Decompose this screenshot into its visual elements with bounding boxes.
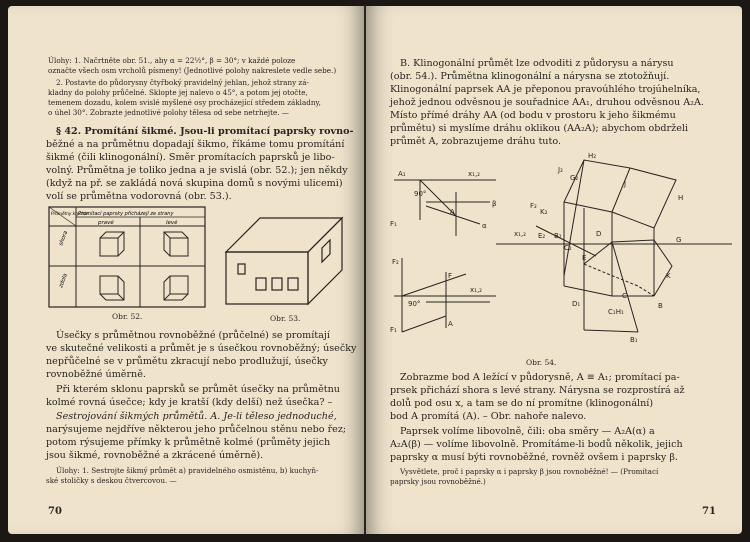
- diagram-label: J₂: [558, 166, 563, 174]
- diagram-label: K₂: [540, 208, 548, 216]
- exercise-line: o úhel 30°. Zobrazte jednotlivé polohy tělesa od sebe netrhejte. —: [48, 108, 289, 117]
- exercise-line: ské stoličky s deskou čtvercovou. —: [46, 476, 177, 485]
- diagram-label: α: [482, 222, 487, 230]
- body-line: B. Klinogonální průmět lze odvoditi z půdorysu a nárysu: [400, 58, 674, 69]
- table-header-left: Průmětny krychle: [51, 211, 88, 216]
- section-line: volný. Průmětna je tolikо jedna a je svislá (obr. 52.); jen někdy: [46, 165, 348, 176]
- diagram-label: K: [666, 272, 671, 280]
- body-line: jehož jednou odvěsnou je souřadnice AA₁, druhou odvěsnou A₂A.: [390, 97, 704, 108]
- diagram-label: J: [624, 180, 627, 188]
- diagram-label: D: [596, 230, 602, 238]
- figure-caption: Obr. 53.: [270, 314, 301, 323]
- section-line: § 42. Promítání šikmé. Jsou-li promítací paprsky rovno-: [56, 126, 354, 137]
- cube-icon: [100, 276, 124, 300]
- table-row-top: shora: [58, 230, 70, 247]
- diagram-label: F: [448, 272, 453, 280]
- body-line: Místo přímé dráhy AA (od bodu v prostoru k jeho šikmému: [390, 110, 676, 121]
- body-line: ve skutečné velikosti a průmět je s úsečkou rovnoběžný; úsečky: [46, 343, 357, 354]
- diagram-label: C₁H₁: [608, 308, 624, 316]
- body-line: kolmé rovná úsečce; kdy je kratší (kdy delší) než úsečka? –: [46, 397, 333, 408]
- note-line: paprsky jsou rovnoběžné.): [390, 477, 486, 486]
- body-line: A₂A(β) — volíme libovolně. Promítáme-li bodů několik, jejich: [390, 439, 683, 450]
- figure-54-diagram: [386, 146, 736, 356]
- diagram-label: 90°: [408, 300, 421, 308]
- left-page: [8, 6, 364, 534]
- exercise-line: označte všech osm vrcholů písmeny! (Jednotlivé polohy nakreslete vedle sebe.): [48, 66, 337, 75]
- diagram-label: C: [622, 292, 627, 300]
- figure-caption: Obr. 52.: [112, 312, 143, 321]
- body-line: Sestrojování šikmých průmětů. A. Je-li těleso jednoduché,: [56, 411, 337, 422]
- body-line: narýsujeme nejdříve některou jeho průčelnou stěnu nebo řez;: [46, 424, 347, 435]
- section-line: běžné a na průmětnu dopadají šikmo, říkáme tomu promítání: [46, 139, 345, 150]
- diagram-label: B₁: [630, 336, 638, 344]
- figure-53-house: [222, 212, 346, 310]
- exercise-line: Úlohy: 1. Načrtněte obr. 51., aby α = 22½°, β = 30°; v každé poloze: [48, 56, 296, 65]
- body-line: Úsečky s průmětnou rovnoběžné (průčelné) se promítají: [56, 330, 330, 341]
- body-line: Zobrazme bod A ležící v půdorysně, A ≡ A₁; promítací pa-: [400, 372, 680, 383]
- body-line: bod A promítá (A). – Obr. nahoře nalevo.: [390, 411, 587, 422]
- figure-52-table: [48, 206, 206, 308]
- body-line: (obr. 54.). Průmětna klinogonální a nárysna se ztotožňují.: [390, 71, 670, 82]
- diagram-label: H: [678, 194, 684, 202]
- diagram-label: C₂: [564, 244, 572, 252]
- body-line: Při kterém sklonu paprsků se průmět úsečky na průmětnu: [56, 384, 340, 395]
- page-number: 70: [48, 506, 62, 517]
- body-line: dolů pod osu x, a tam se do ní promítne (klinogonální): [390, 398, 654, 409]
- figure-caption: Obr. 54.: [526, 358, 557, 367]
- note-line: Vysvětlete, proč i paprsky α i paprsky β jsou rovnoběžné! — (Promítací: [400, 467, 659, 476]
- diagram-label: 90°: [414, 190, 427, 198]
- table-col-right: pravé: [98, 220, 114, 226]
- section-line: volí se průmětna vodorovná (obr. 53.).: [46, 191, 232, 202]
- diagram-label: F₁: [390, 220, 397, 228]
- diagram-label: H₂: [588, 152, 597, 160]
- page-number: 71: [702, 506, 716, 517]
- section-line: (když na př. se zakládá nová skupina domů s novými ulicemi): [46, 178, 343, 189]
- cube-icon: [164, 276, 188, 300]
- diagram-label: G₂: [570, 174, 579, 182]
- diagram-label: β: [492, 200, 497, 208]
- right-page: [366, 6, 742, 534]
- cube-icon: [164, 232, 188, 256]
- diagram-label: x₁,₂: [468, 170, 480, 178]
- diagram-label: B: [658, 302, 663, 310]
- diagram-label: A: [450, 208, 455, 216]
- table-header-main: Promítací paprsky přicházejí ze strany: [78, 211, 174, 217]
- body-line: Klinogonální paprsek AA je přeponou pravoúhlého trojúhelníka,: [390, 84, 701, 95]
- body-line: potom rýsujeme přímky k průmětně kolmé (průměty jejich: [46, 437, 331, 448]
- diagram-label: F₁: [390, 326, 397, 334]
- exercise-line: Úlohy: 1. Sestrojte šikmý průmět a) pravidelného osmistěnu, b) kuchyň-: [56, 466, 319, 475]
- diagram-label: G: [676, 236, 682, 244]
- diagram-label: F₂: [530, 202, 537, 210]
- exercise-line: kladny do polohy průčelné. Sklopte jej nalevo o 45°, a potom jej otočte,: [48, 88, 308, 97]
- cube-icon: [100, 232, 124, 256]
- body-line: nepřůčelné se v průmětu zkracují nebo prodlužují, úsečky: [46, 356, 328, 367]
- diagram-label: F₂: [392, 258, 399, 266]
- diagram-label: A: [448, 320, 453, 328]
- body-line: průmět A, zobrazujeme dráhu tuto.: [390, 136, 562, 147]
- diagram-label: x₁,₂: [470, 286, 482, 294]
- body-line: paprsky α musí býti rovnoběžné, rovněž ovšem i paprsky β.: [390, 452, 678, 463]
- diagram-label: A₁: [398, 170, 406, 178]
- table-row-bottom: zdola: [58, 272, 69, 289]
- body-line: prsek přichází shora s levé strany. Nárysna se rozprostírá až: [390, 385, 685, 396]
- diagram-label: D₁: [572, 300, 581, 308]
- exercise-line: temenem dozadu, kolem svislé myšlené osy procházející středem základny,: [48, 98, 321, 107]
- body-line: Paprsek volíme libovolně, čili: oba směry — A₂A(α) a: [400, 426, 655, 437]
- exercise-line: 2. Postavte do půdorysny čtyřboký pravidelný jehlan, jehož strany zá-: [56, 78, 309, 87]
- table-col-left: levé: [166, 220, 178, 226]
- body-line: průmětu) si myslíme dráhu oklikou (AA₂A); abychom obdrželi: [390, 123, 689, 134]
- diagram-label: x₁,₂: [514, 230, 526, 238]
- diagram-label: B₂: [554, 232, 562, 240]
- section-line: šikmé (čili klinogonální). Směr promítacích paprsků je libo-: [46, 152, 335, 163]
- body-line: jsou šikmé, rovnoběžné a zkrácené úměrně).: [46, 450, 264, 461]
- body-line: rovnoběžné úměrně.: [46, 369, 146, 380]
- diagram-label: E: [582, 254, 587, 262]
- diagram-label: E₂: [538, 232, 546, 240]
